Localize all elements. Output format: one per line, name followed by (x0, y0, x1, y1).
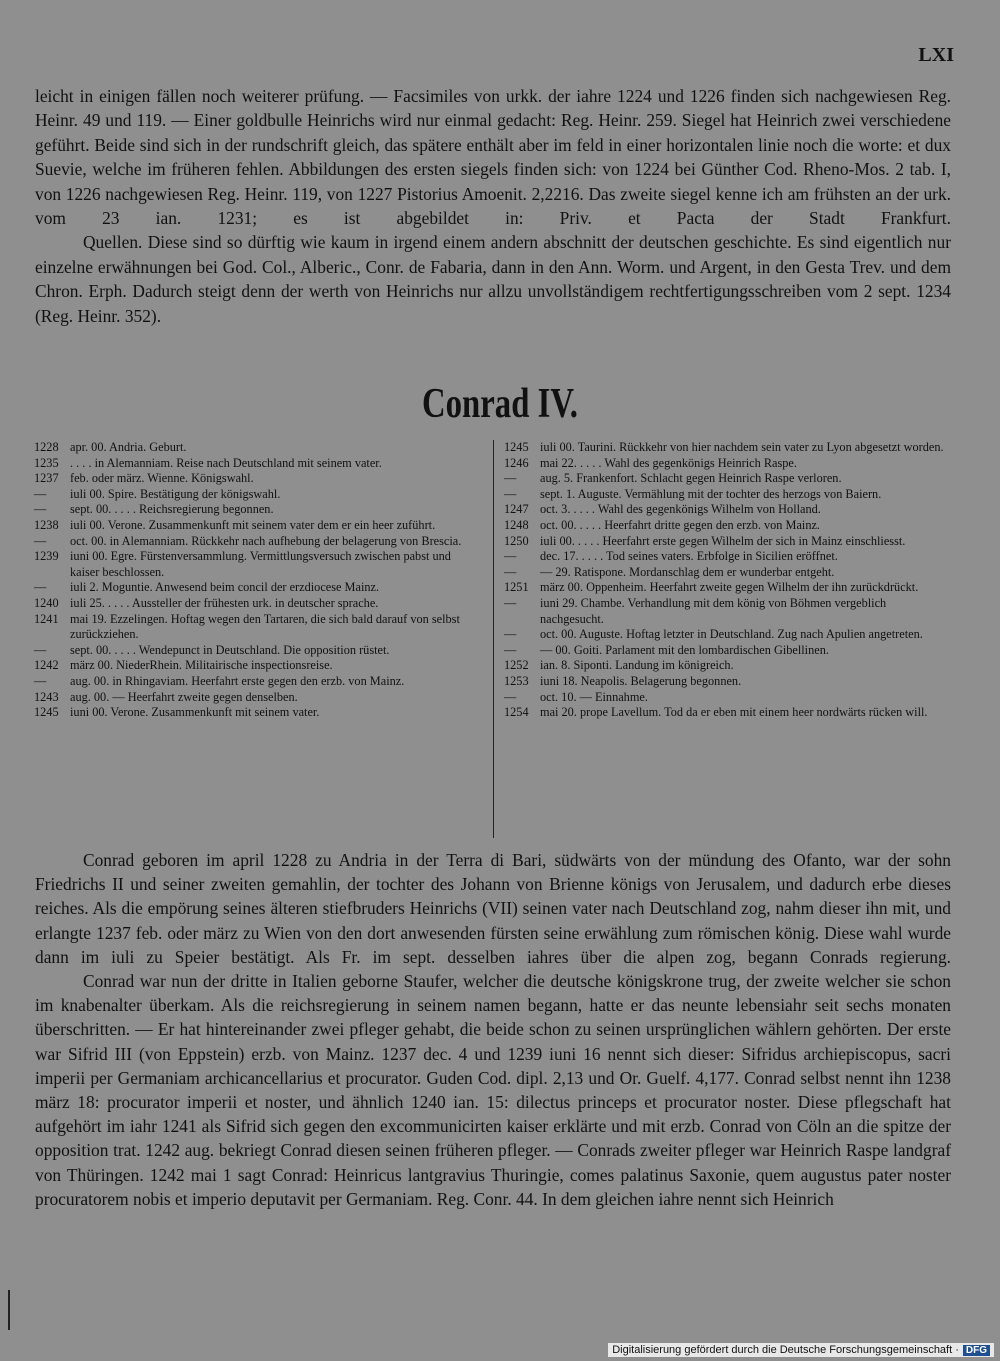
body-text (35, 848, 951, 1211)
entry-text: oct. 10. — Einnahme. (540, 689, 648, 704)
entry-year: 1228 (34, 440, 59, 454)
entry-text: iuli 2. Moguntie. Anwesend beim concil der erzdiocese Mainz. (70, 580, 380, 595)
chronology-entry (504, 674, 952, 690)
chronology-entry (34, 440, 483, 456)
entry-year: 1239 (34, 549, 59, 564)
entry-year: — (504, 471, 517, 486)
entry-year: 1252 (504, 658, 529, 673)
entry-year: 1253 (504, 673, 529, 688)
intro-text (35, 84, 951, 328)
entry-year: — (504, 689, 517, 704)
entry-year: 1245 (504, 440, 529, 454)
entry-text: sept. 00. . . . . Wendepunct in Deutschland. Die opposition rüstet. (70, 642, 390, 657)
chronology-entry (34, 518, 483, 534)
entry-text: iuli 00. Verone. Zusammenkunft mit seinem vater dem er ein heer zuführt. (70, 517, 436, 532)
entry-year: 1247 (504, 502, 529, 517)
entry-text: mai 20. prope Lavellum. Tod da er eben mit einem heer nordwärts rücken will. (540, 705, 928, 720)
digitization-footer (608, 1343, 994, 1357)
chronology-right-column (493, 440, 952, 838)
chronology-table (34, 440, 952, 838)
chronology-entry (34, 534, 483, 550)
entry-text: . . . . in Alemanniam. Reise nach Deutschland mit seinem vater. (70, 455, 382, 470)
entry-year: 1237 (34, 471, 59, 486)
entry-year: 1238 (34, 517, 59, 532)
body-paragraph: Conrad war nun der dritte in Italien geborne Staufer, welcher die deutsche königskrone trug, der zweite welcher sie schon im knabenalter überkam. Als die reichsregierung in seinem namen begann, hatte er das neunte lebensiahr seit sechs monaten überschritten. — Er hat hintereinander zwei pfleger gehabt, die beide schon zu seinen ursprünglichen wählern gehörten. Der erste war Sifrid III (von Eppstein) erzb. von Mainz. 1237 dec. 4 und 1239 iuni 16 nennt sich dieser: Sifridus archiepiscopus, sacri imperii per Germaniam archicancellarius et procurator. Guden Cod. dipl. 2,13 und Or. Guelf. 4,177. Conrad selbst nennt ihn 1238 märz 18: procurator imperii et noster, und ähnlich 1240 ian. 15: dilectus princeps et procurator noster. Diese pflegschaft hat aufgehört im iahr 1241 als Sifrid sich gegen den excommunicirten kaiser erklärte und mit erzb. Conrad von Cöln an die spitze der opposition trat. 1242 aug. bekriegt Conrad diesen seinen früheren pfleger. — Conrads zweiter pfleger war Heinrich Raspe landgraf von Thüringen. 1242 mai 1 sagt Conrad: Heinricus lantgravius Thuringie, comes palatinus Saxonie, quem augustus pater noster procuratorem nobis et imperio deputavit per Germaniam. Reg. Conr. 44. In dem gleichen iahre nennt sich Heinrich (35, 971, 951, 1209)
intro-paragraph: Quellen. Diese sind so dürftig wie kaum in irgend einem andern abschnitt der deutschen geschichte. Es sind eigentlich nur einzelne erwähnungen bei God. Col., Alberic., Conr. de Fabaria, dann in den Ann. Worm. und Argent, in den Gesta Trev. und dem Chron. Erph. Dadurch steigt denn der werth von Heinrichs nur allzu unvollständigem rechtfertigungsschreiben vom 2 sept. 1234 (Reg. Heinr. 352). (35, 232, 951, 326)
entry-text: iuni 00. Egre. Fürstenversammlung. Vermittlungsversuch zwischen pabst und kaiser beschlossen. (70, 549, 451, 579)
chronology-entry (504, 596, 952, 627)
entry-text: iuli 25. . . . . Aussteller der frühesten urk. in deutscher sprache. (70, 595, 379, 610)
chronology-entry (504, 705, 952, 721)
entry-year: — (34, 580, 47, 595)
entry-year: — (504, 564, 517, 579)
chronology-entry (34, 502, 483, 518)
page-number: LXI (918, 44, 954, 66)
chronology-entry (504, 518, 952, 534)
entry-year: — (34, 673, 47, 688)
chronology-entry (504, 471, 952, 487)
intro-paragraph: leicht in einigen fällen noch weiterer prüfung. — Facsimiles von urkk. der iahre 1224 und 1226 finden sich nachgewiesen Reg. Heinr. 49 und 119. — Einer goldbulle Heinrichs wird nur einmal gedacht: Reg. Heinr. 259. Siegel hat Heinrich zwei verschiedene geführt. Beide sind sich in der rundschrift gleich, das spätere enthält aber im feld in einer horizontalen linie noch die worte: et dux Suevie, welche im früheren fehlen. Abbildungen des ersten siegels finden sich: von 1224 bei Günther Cod. Rheno-Mos. 2 tab. I, von 1226 nachgewiesen Reg. Heinr. 119, von 1227 Pistorius Amoenit. 2,2216. Das zweite siegel kenne ich am frühsten an der urk. vom 23 ian. 1231; es ist abgebildet in: Priv. et Pacta der Stadt Frankfurt. (35, 86, 951, 229)
chronology-left-column (34, 440, 493, 838)
entry-year: 1245 (34, 705, 59, 720)
entry-year: 1248 (504, 517, 529, 532)
entry-text: mai 19. Ezzelingen. Hoftag wegen den Tartaren, die sich bald darauf von selbst zurückziehen. (70, 611, 460, 642)
chronology-entry (504, 487, 952, 503)
entry-text: oct. 3. . . . . Wahl des gegenkönigs Wilhelm von Holland. (540, 502, 821, 517)
entry-year: — (504, 486, 517, 501)
footer-text: Digitalisierung gefördert durch die Deutsche Forschungsgemeinschaft · (612, 1344, 959, 1356)
entry-text: — 29. Ratispone. Mordanschlag dem er wunderbar entgeht. (540, 564, 835, 579)
entry-year: 1246 (504, 455, 529, 470)
chronology-entry (504, 549, 952, 565)
chronology-entry (504, 690, 952, 706)
entry-year: 1235 (34, 455, 59, 470)
chronology-entry (504, 456, 952, 472)
entry-text: iuni 00. Verone. Zusammenkunft mit seinem vater. (70, 705, 320, 720)
chronology-entry (504, 658, 952, 674)
chronology-entry (34, 456, 483, 472)
chronology-entry (34, 612, 483, 643)
entry-text: — 00. Goiti. Parlament mit den lombardischen Gibellinen. (540, 642, 829, 657)
chronology-entry (504, 502, 952, 518)
entry-year: 1241 (34, 611, 59, 626)
entry-text: aug. 00. — Heerfahrt zweite gegen denselben. (70, 689, 298, 704)
chronology-entry (34, 471, 483, 487)
entry-text: iuli 00. Taurini. Rückkehr von hier nachdem sein vater zu Lyon abgesetzt worden. (540, 440, 944, 454)
entry-text: oct. 00. . . . . Heerfahrt dritte gegen den erzb. von Mainz. (540, 517, 820, 532)
chronology-entry (34, 487, 483, 503)
chronology-entry (504, 580, 952, 596)
entry-year: — (34, 486, 47, 501)
entry-year: — (504, 642, 517, 657)
chronology-entry (34, 643, 483, 659)
entry-year: — (504, 595, 517, 610)
entry-text: mai 22. . . . . Wahl des gegenkönigs Heinrich Raspe. (540, 455, 797, 470)
body-paragraph: Conrad geboren im april 1228 zu Andria in der Terra di Bari, südwärts von der mündung des Ofanto, war der sohn Friedrichs II und seiner zweiten gemahlin, der tochter des Johann von Brienne königs von Jerusalem, und dadurch erbe dieses reiches. Als die empörung seines älteren stiefbruders Heinrichs (VII) seinen vater nach Deutschland zog, nahm dieser ihn mit, und erlangte 1237 feb. oder märz zu Wien von den dort anwesenden fürsten seine erwählung zum römischen könig. Diese wahl wurde dann im iuli zu Speier bestätigt. Als Fr. im sept. desselben iahres über die alpen zog, begann Conrads regierung. (35, 850, 951, 967)
entry-year: — (34, 642, 47, 657)
chronology-entry (504, 534, 952, 550)
entry-text: feb. oder märz. Wienne. Königswahl. (70, 471, 254, 486)
entry-year: 1242 (34, 658, 59, 673)
section-title: Conrad IV. (422, 381, 578, 427)
entry-text: iuli 00. Spire. Bestätigung der königswahl. (70, 486, 281, 501)
entry-year: 1254 (504, 705, 529, 720)
chronology-entry (34, 690, 483, 706)
chronology-entry (504, 565, 952, 581)
chronology-entry (34, 580, 483, 596)
entry-text: märz 00. Oppenheim. Heerfahrt zweite gegen Wilhelm der ihn zurückdrückt. (540, 580, 919, 595)
entry-text: apr. 00. Andria. Geburt. (70, 440, 187, 454)
entry-year: — (34, 533, 47, 548)
entry-year: 1251 (504, 580, 529, 595)
entry-text: aug. 5. Frankenfort. Schlacht gegen Heinrich Raspe verloren. (540, 471, 842, 486)
entry-text: märz 00. NiederRhein. Militairische inspectionsreise. (70, 658, 333, 673)
entry-text: iuli 00. . . . . Heerfahrt erste gegen Wilhelm der sich in Mainz einschliesst. (540, 533, 906, 548)
chronology-entry (34, 596, 483, 612)
entry-text: sept. 00. . . . . Reichsregierung begonnen. (70, 502, 274, 517)
entry-text: aug. 00. in Rhingaviam. Heerfahrt erste gegen den erzb. von Mainz. (70, 673, 405, 688)
chronology-entry (34, 658, 483, 674)
entry-text: ian. 8. Siponti. Landung im königreich. (540, 658, 734, 673)
chronology-entry (34, 674, 483, 690)
entry-year: — (504, 549, 517, 564)
entry-year: 1240 (34, 595, 59, 610)
entry-text: dec. 17. . . . . Tod seines vaters. Erbfolge in Sicilien eröffnet. (540, 549, 838, 564)
entry-year: 1243 (34, 689, 59, 704)
chronology-entry (504, 643, 952, 659)
dfg-logo: DFG (963, 1345, 990, 1356)
entry-text: sept. 1. Auguste. Vermählung mit der tochter des herzogs von Baiern. (540, 486, 882, 501)
entry-year: 1250 (504, 533, 529, 548)
chronology-entry (34, 549, 483, 580)
entry-text: iuni 29. Chambe. Verhandlung mit dem könig von Böhmen vergeblich nachgesucht. (540, 595, 887, 626)
entry-year: — (504, 627, 517, 642)
margin-mark (8, 1290, 10, 1330)
entry-text: iuni 18. Neapolis. Belagerung begonnen. (540, 673, 742, 688)
chronology-entry (504, 440, 952, 456)
entry-year: — (34, 502, 47, 517)
chronology-entry (34, 705, 483, 721)
entry-text: oct. 00. Auguste. Hoftag letzter in Deutschland. Zug nach Apulien angetreten. (540, 627, 923, 642)
entry-text: oct. 00. in Alemanniam. Rückkehr nach aufhebung der belagerung von Brescia. (70, 533, 462, 548)
chronology-entry (504, 627, 952, 643)
